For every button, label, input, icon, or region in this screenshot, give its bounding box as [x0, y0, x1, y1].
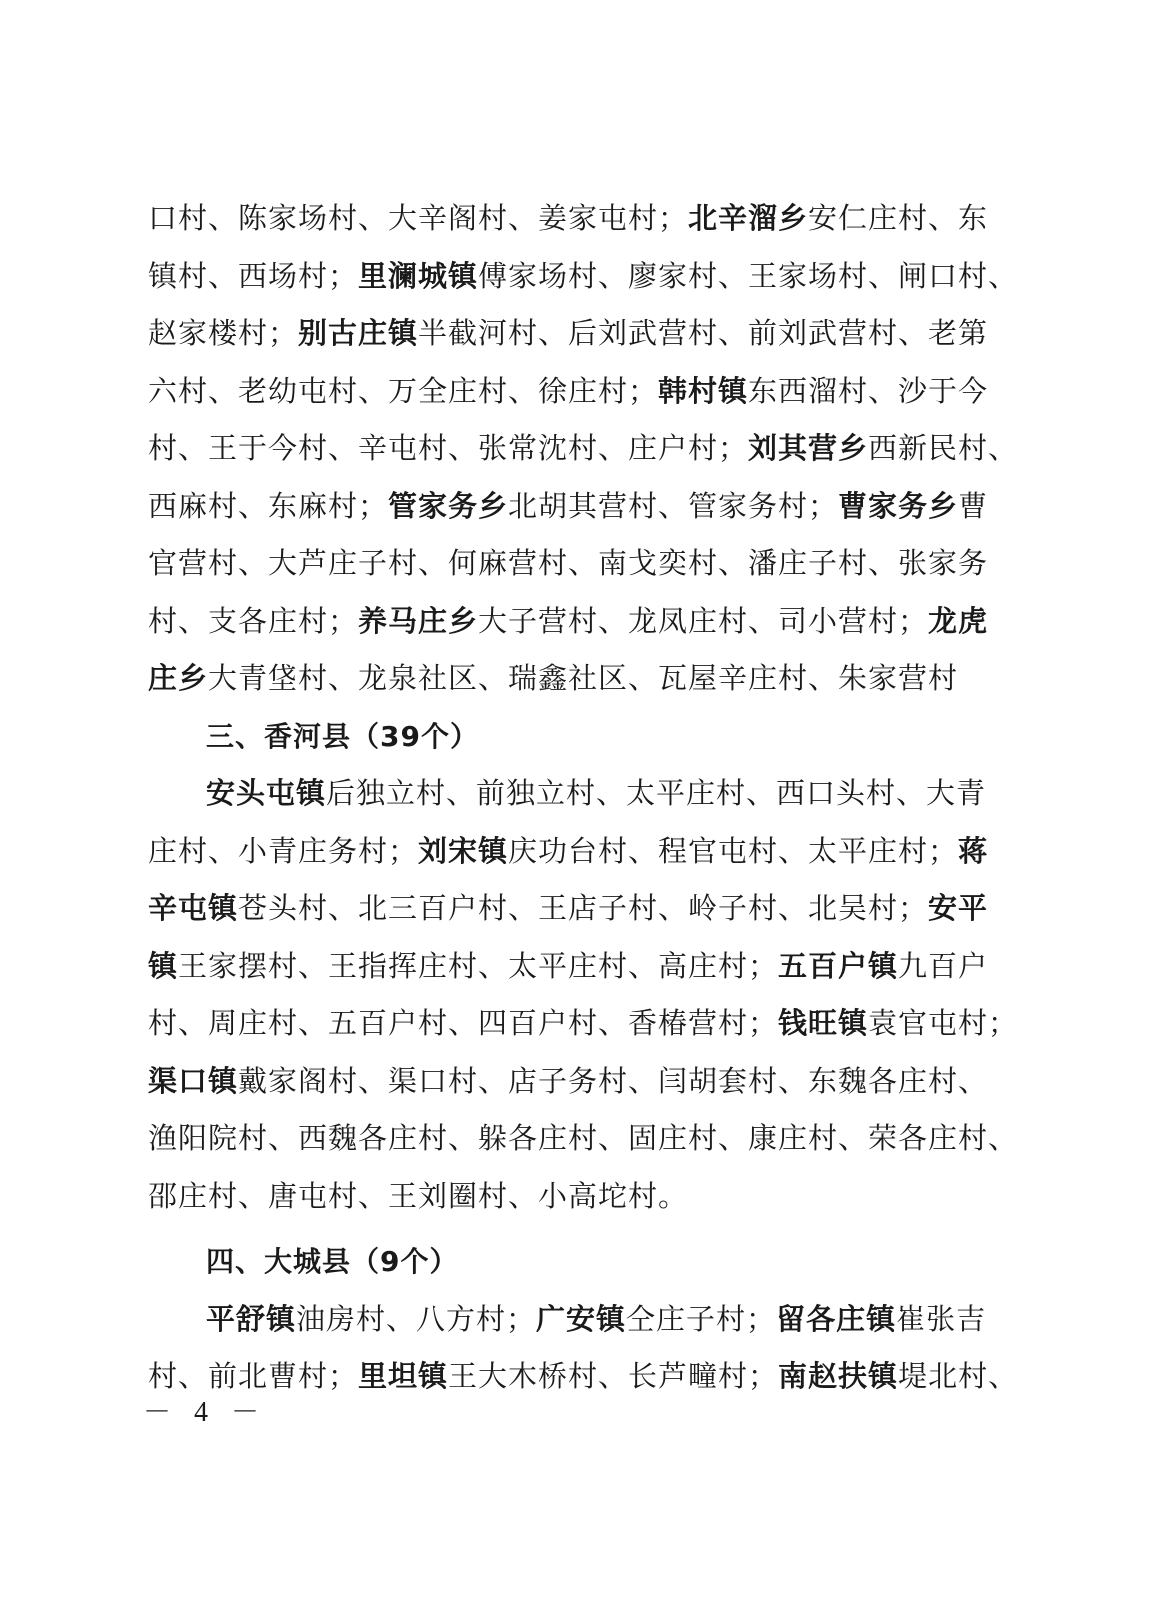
- village-list-text: 大子营村、龙凤庄村、司小营村；: [478, 603, 929, 638]
- text-line: [148, 1110, 1019, 1168]
- text-line: [148, 305, 989, 363]
- township-name: 蒋: [958, 833, 989, 868]
- village-list-text: 村、前北曹村；: [148, 1359, 359, 1393]
- township-name: 龙虎: [928, 603, 989, 638]
- village-list-text: 庆功台村、程官屯村、太平庄村；: [508, 833, 959, 868]
- text-line: [148, 593, 989, 651]
- village-list-text: 官营村、大芦庄子村、何麻营村、南戈奕村、潘庄子村、张家务: [148, 546, 989, 580]
- village-list-text: 袁官屯村；: [868, 1006, 1019, 1040]
- township-name: 曹家务乡: [838, 488, 959, 523]
- township-name: 庄乡: [148, 661, 209, 695]
- village-list-text: 六村、老幼屯村、万全庄村、徐庄村；: [148, 373, 659, 408]
- text-line: [148, 1053, 989, 1111]
- village-list-text: 北胡其营村、管家务村；: [508, 488, 839, 523]
- village-list-text: 村、支各庄村；: [148, 603, 359, 638]
- text-line: [148, 995, 1019, 1053]
- text-line: [148, 535, 989, 593]
- township-name: 里澜城镇: [358, 258, 479, 293]
- page-number: － 4 －: [143, 1397, 268, 1428]
- township-name: 平舒镇: [206, 1301, 297, 1336]
- township-name: 刘宋镇: [418, 833, 509, 868]
- village-list-text: 傅家场村、廖家村、王家场村、闸口村、: [478, 258, 1019, 293]
- township-name: 钱旺镇: [778, 1006, 869, 1040]
- township-name: 广安镇: [536, 1301, 627, 1336]
- township-name: 韩村镇: [658, 373, 749, 408]
- text-line: [148, 1291, 987, 1349]
- village-list-text: 赵家楼村；: [148, 316, 299, 350]
- village-list-text: 半截河村、后刘武营村、前刘武营村、老第: [418, 316, 989, 350]
- text-line: [148, 1168, 966, 1226]
- township-name: 安头屯镇: [206, 776, 327, 810]
- village-list-text: 曹: [958, 488, 989, 523]
- text-line: [148, 190, 989, 248]
- village-list-text: 苍头村、北三百户村、王店子村、岭子村、北吴村；: [238, 891, 929, 925]
- village-list-text: 后独立村、前独立村、太平庄村、西口头村、大青: [326, 776, 987, 810]
- village-list-text: 庄村、小青庄务村；: [148, 833, 419, 868]
- township-name: 南赵扶镇: [778, 1359, 899, 1393]
- township-name: 北辛溜乡: [688, 201, 809, 235]
- township-name: 养马庄乡: [358, 603, 479, 638]
- village-list-text: 渔阳院村、西魏各庄村、躲各庄村、固庄村、康庄村、荣各庄村、: [148, 1121, 1019, 1155]
- village-list-text: 油房村、八方村；: [296, 1301, 537, 1336]
- section-heading-dacheng: [148, 1233, 966, 1291]
- village-list-text: 堤北村、: [898, 1359, 1019, 1393]
- village-list-text: 口村、陈家场村、大辛阁村、姜家屯村；: [148, 201, 689, 235]
- text-line: [148, 880, 989, 938]
- text-line: [148, 248, 1019, 306]
- village-list-text: 大青垡村、龙泉社区、瑞鑫社区、瓦屋辛庄村、朱家营村: [208, 661, 959, 695]
- village-list-text: 村、周庄村、五百户村、四百户村、香椿营村；: [148, 1006, 779, 1040]
- township-name: 刘其营乡: [748, 431, 869, 465]
- township-name: 管家务乡: [388, 488, 509, 523]
- township-name: 安平: [928, 891, 989, 925]
- village-list-text: 村、王于今村、辛屯村、张常沈村、庄户村；: [148, 431, 749, 465]
- text-line: [148, 478, 989, 536]
- text-line: [148, 938, 989, 996]
- village-list-text: 王家摆村、王指挥庄村、太平庄村、高庄村；: [178, 948, 779, 983]
- text-line: [148, 823, 989, 881]
- village-list-text: 西新民村、: [868, 431, 1019, 465]
- village-list-text: 戴家阁村、渠口村、店子务村、闫胡套村、东魏各庄村、: [238, 1063, 989, 1098]
- village-list-text: 仝庄子村；: [626, 1301, 777, 1336]
- township-name: 别古庄镇: [298, 316, 419, 350]
- township-name: 留各庄镇: [776, 1301, 897, 1336]
- village-list-text: 三、香河县（39个）: [206, 719, 479, 753]
- village-list-text: 东西溜村、沙于今: [748, 373, 989, 408]
- text-line: [148, 1348, 1019, 1406]
- village-list-text: 安仁庄村、东: [808, 201, 989, 235]
- village-list-text: 四、大城县（9个）: [206, 1245, 459, 1278]
- township-name: 五百户镇: [778, 948, 899, 983]
- village-list-text: 西麻村、东麻村；: [148, 488, 389, 523]
- text-line: [148, 650, 966, 708]
- township-name: 镇: [148, 948, 179, 983]
- section-heading-xianghe: [148, 708, 966, 766]
- text-line: [148, 420, 1019, 478]
- village-list-text: 九百户: [898, 948, 989, 983]
- text-line: [148, 765, 987, 823]
- township-name: 里坦镇: [358, 1359, 449, 1393]
- township-name: 辛屯镇: [148, 891, 239, 925]
- township-name: 渠口镇: [148, 1063, 239, 1098]
- village-list-text: 镇村、西场村；: [148, 258, 359, 293]
- document-body: [148, 190, 1019, 1406]
- village-list-text: 王大木桥村、长芦疃村；: [448, 1359, 779, 1393]
- village-list-text: 邵庄村、唐屯村、王刘圈村、小高坨村。: [148, 1178, 689, 1213]
- text-line: [148, 363, 989, 421]
- village-list-text: 崔张吉: [896, 1301, 987, 1336]
